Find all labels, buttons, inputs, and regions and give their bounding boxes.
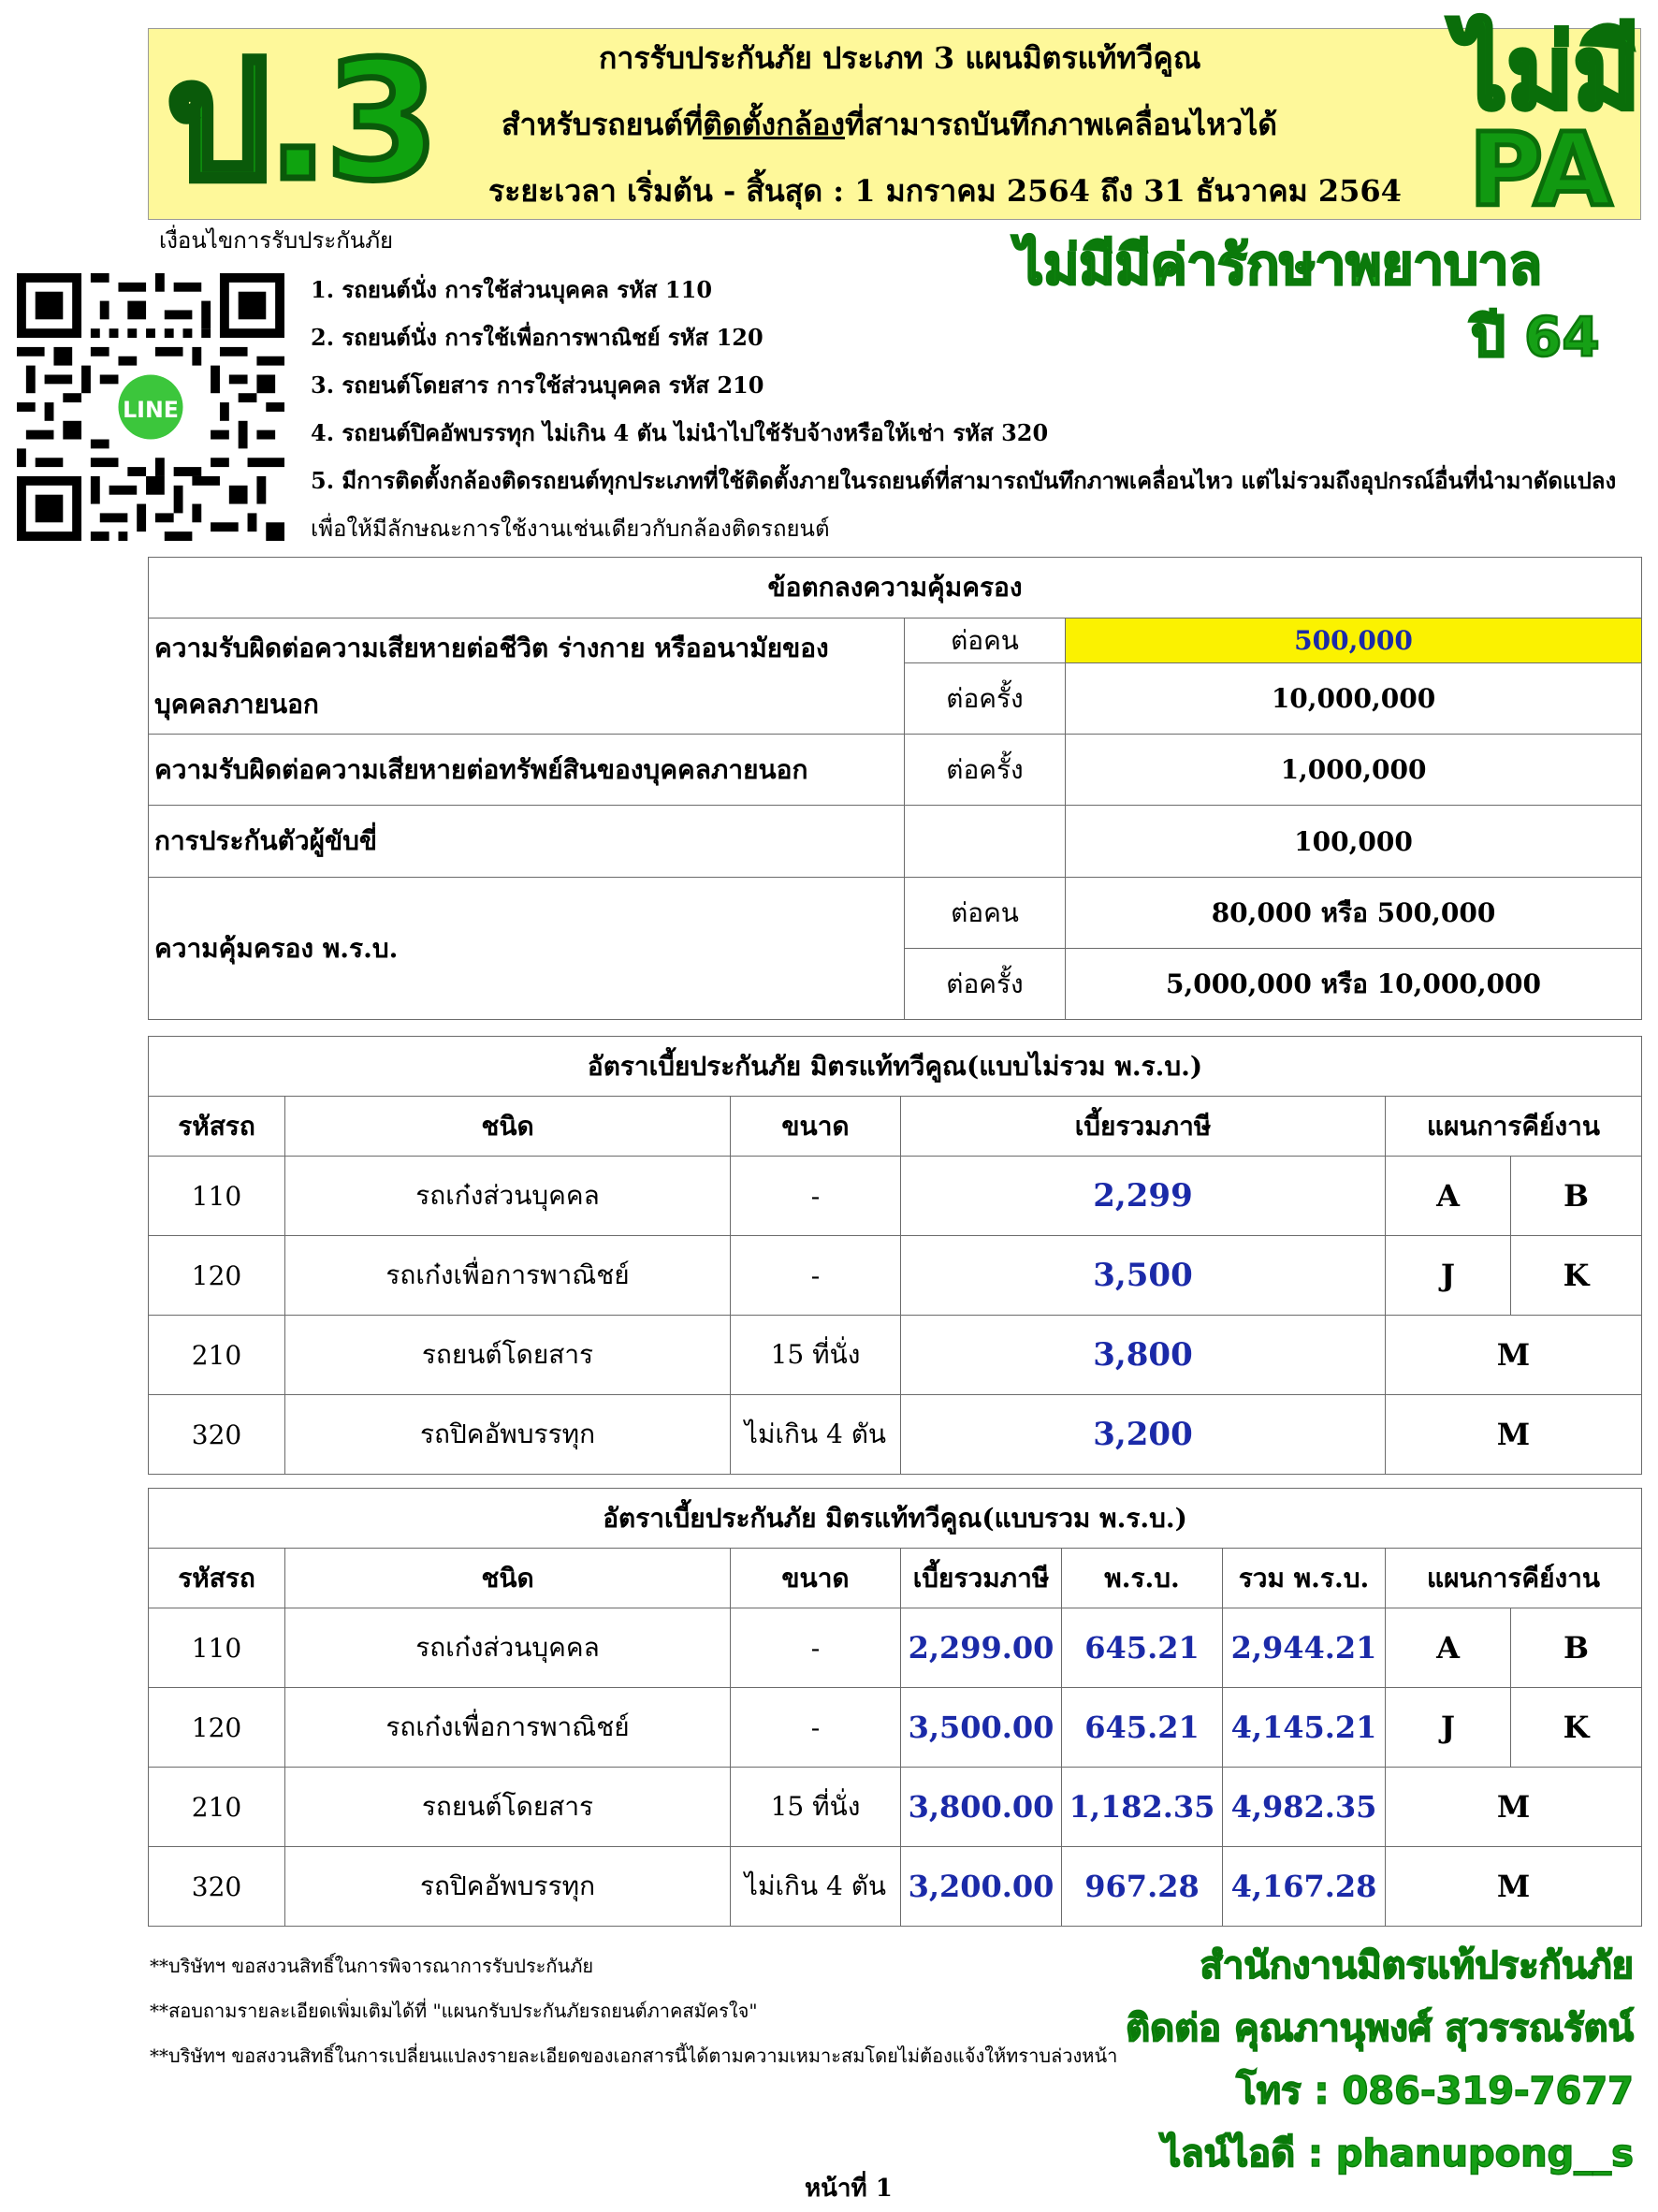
cell-key: B: [1511, 1157, 1642, 1236]
coverage-table: [148, 557, 1642, 1020]
plan-badge: ป.3: [167, 27, 436, 217]
table-row: [149, 1157, 1642, 1236]
header-line-2: สำหรับรถยนต์ที่ติดตั้งกล้องที่สามารถบันทึกภาพเคลื่อนไหวได้: [502, 107, 1278, 142]
line-qr-code[interactable]: [17, 273, 284, 541]
promo-line-2: ปี 64: [1471, 305, 1600, 369]
conditions-title: เงื่อนไขการรับประกันภัย: [159, 227, 394, 254]
col-code: รหัสรถ: [149, 1549, 285, 1608]
coverage-life-label: ความรับผิดต่อความเสียหายต่อชีวิต ร่างกาย หรืออนามัยของ บุคคลภายนอก: [149, 618, 905, 735]
table-row: [149, 1316, 1642, 1395]
cell-type: รถยนต์โดยสาร: [285, 1316, 731, 1395]
cell-code: 120: [149, 1236, 285, 1316]
cell-key: J: [1386, 1236, 1511, 1316]
col-key-plan: แผนการคีย์งาน: [1386, 1549, 1642, 1608]
cell-code: 320: [149, 1847, 285, 1927]
cell-total: 4,982.35: [1223, 1768, 1386, 1847]
footnote: **บริษัทฯ ขอสงวนสิทธิ์ในการพิจารณาการรับประกันภัย: [150, 1955, 594, 1977]
cell-code: 120: [149, 1688, 285, 1768]
cell-code: 210: [149, 1768, 285, 1847]
life-per-person-value: 500,000: [1066, 618, 1642, 663]
no-pa-pa: PA: [1469, 112, 1612, 229]
cell-premium: 3,500: [901, 1236, 1386, 1316]
prb-per-person-value: 80,000 หรือ 500,000: [1066, 878, 1642, 949]
prb-per-time-value: 5,000,000 หรือ 10,000,000: [1066, 949, 1642, 1020]
cell-premium: 3,800.00: [901, 1768, 1062, 1847]
coverage-prb-label: ความคุ้มครอง พ.ร.บ.: [149, 878, 905, 1020]
col-code: รหัสรถ: [149, 1097, 285, 1157]
table-row: [149, 1395, 1642, 1475]
table-row: [149, 1688, 1642, 1768]
per-time-label: ต่อครั้ง: [905, 663, 1066, 735]
col-size: ขนาด: [731, 1549, 901, 1608]
cell-premium: 2,299: [901, 1157, 1386, 1236]
cell-key: M: [1386, 1316, 1642, 1395]
cell-premium: 3,200.00: [901, 1847, 1062, 1927]
cell-size: ไม่เกิน 4 ตัน: [731, 1395, 901, 1475]
cell-type: รถปิคอัพบรรทุก: [285, 1847, 731, 1927]
cell-size: 15 ที่นั่ง: [731, 1768, 901, 1847]
condition-item: 4. รถยนต์ปิคอัพบรรทุก ไม่เกิน 4 ตัน ไม่นำไปใช้รับจ้างหรือให้เช่า รหัส 320: [311, 419, 1049, 446]
bail-value: 100,000: [1066, 806, 1642, 878]
svg-text:LINE: LINE: [123, 396, 179, 423]
coverage-bail-label: การประกันตัวผู้ขับขี่: [149, 806, 905, 878]
cell-type: รถเก๋งส่วนบุคคล: [285, 1608, 731, 1688]
cell-key: K: [1511, 1236, 1642, 1316]
cell-key: M: [1386, 1847, 1642, 1927]
cell-code: 320: [149, 1395, 285, 1475]
cell-size: -: [731, 1688, 901, 1768]
rate2-title: อัตราเบี้ยประกันภัย มิตรแท้ทวีคูณ(แบบรวม พ.ร.บ.): [149, 1489, 1642, 1549]
cell-premium: 3,800: [901, 1316, 1386, 1395]
cell-key: M: [1386, 1768, 1642, 1847]
cell-type: รถเก๋งส่วนบุคคล: [285, 1157, 731, 1236]
cell-total: 2,944.21: [1223, 1608, 1386, 1688]
col-size: ขนาด: [731, 1097, 901, 1157]
cell-premium: 2,299.00: [901, 1608, 1062, 1688]
col-key-plan: แผนการคีย์งาน: [1386, 1097, 1642, 1157]
promo-line-1: ไม่มีมีค่ารักษาพยาบาล: [1016, 233, 1543, 297]
cell-type: รถยนต์โดยสาร: [285, 1768, 731, 1847]
cell-key: B: [1511, 1608, 1642, 1688]
col-type: ชนิด: [285, 1097, 731, 1157]
col-prb: พ.ร.บ.: [1062, 1549, 1223, 1608]
cell-key: A: [1386, 1608, 1511, 1688]
cell-prb: 1,182.35: [1062, 1768, 1223, 1847]
cell-key: A: [1386, 1157, 1511, 1236]
col-total: รวม พ.ร.บ.: [1223, 1549, 1386, 1608]
cell-size: 15 ที่นั่ง: [731, 1316, 901, 1395]
cell-premium: 3,500.00: [901, 1688, 1062, 1768]
cell-prb: 645.21: [1062, 1688, 1223, 1768]
page-number: หน้าที่ 1: [805, 2175, 893, 2203]
condition-item: เพื่อให้มีลักษณะการใช้งานเช่นเดียวกับกล้องติดรถยนต์: [311, 516, 830, 542]
cell-key: K: [1511, 1688, 1642, 1768]
cell-code: 110: [149, 1608, 285, 1688]
cell-premium: 3,200: [901, 1395, 1386, 1475]
col-type: ชนิด: [285, 1549, 731, 1608]
condition-item: 1. รถยนต์นั่ง การใช้ส่วนบุคคล รหัส 110: [311, 276, 713, 303]
cell-type: รถเก๋งเพื่อการพาณิชย์: [285, 1688, 731, 1768]
rate1-title: อัตราเบี้ยประกันภัย มิตรแท้ทวีคูณ(แบบไม่รวม พ.ร.บ.): [149, 1037, 1642, 1097]
cell-prb: 967.28: [1062, 1847, 1223, 1927]
property-value: 1,000,000: [1066, 735, 1642, 806]
condition-item: 2. รถยนต์นั่ง การใช้เพื่อการพาณิชย์ รหัส 120: [311, 324, 764, 351]
header-line-3: ระยะเวลา เริ่มต้น - สิ้นสุด : 1 มกราคม 2564 ถึง 31 ธันวาคม 2564: [488, 173, 1402, 209]
cell-code: 110: [149, 1157, 285, 1236]
cell-total: 4,145.21: [1223, 1688, 1386, 1768]
cell-total: 4,167.28: [1223, 1847, 1386, 1927]
rate-table-excl-prb: [148, 1036, 1642, 1475]
no-pa-label: ไม่มี: [1456, 15, 1640, 132]
life-per-time-value: 10,000,000: [1066, 663, 1642, 735]
per-person-label: ต่อคน: [905, 618, 1066, 663]
condition-item: 3. รถยนต์โดยสาร การใช้ส่วนบุคคล รหัส 210: [311, 371, 764, 399]
table-row: [149, 1847, 1642, 1927]
table-row: [149, 1768, 1642, 1847]
footnote: **บริษัทฯ ขอสงวนสิทธิ์ในการเปลี่ยนแปลงรายละเอียดของเอกสารนี้ได้ตามความเหมาะสมโดยไม่ต้องแจ้งให้ทราบล่วงหน้า: [150, 2045, 1118, 2067]
office-name: สำนักงานมิตรแท้ประกันภัย: [1200, 1944, 1634, 1987]
col-premium: เบี้ยรวมภาษี: [901, 1549, 1062, 1608]
cell-key: J: [1386, 1688, 1511, 1768]
header-line-1: การรับประกันภัย ประเภท 3 แผนมิตรแท้ทวีคูณ: [599, 40, 1201, 76]
coverage-property-label: ความรับผิดต่อความเสียหายต่อทรัพย์สินของบุคคลภายนอก: [149, 735, 905, 806]
condition-item: 5. มีการติดตั้งกล้องติดรถยนต์ทุกประเภทที่ใช้ติดตั้งภายในรถยนต์ที่สามารถบันทึกภาพเคลื่อนไหว แต่ไม่รวมถึงอุปกรณ์อื่นที่นำมาดัดแปลง: [311, 467, 1617, 494]
cell-size: -: [731, 1236, 901, 1316]
per-time-label: ต่อครั้ง: [905, 949, 1066, 1020]
cell-size: -: [731, 1157, 901, 1236]
cell-type: รถเก๋งเพื่อการพาณิชย์: [285, 1236, 731, 1316]
footnote: **สอบถามรายละเอียดเพิ่มเติมได้ที่ "แผนกรับประกันภัยรถยนต์ภาคสมัครใจ": [150, 2000, 758, 2022]
table-row: [149, 1608, 1642, 1688]
cell-code: 210: [149, 1316, 285, 1395]
coverage-title: ข้อตกลงความคุ้มครอง: [149, 558, 1642, 618]
contact-line-id[interactable]: ไลน์ไอดี : phanupong__s: [1161, 2132, 1634, 2176]
cell-type: รถปิคอัพบรรทุก: [285, 1395, 731, 1475]
cell-prb: 645.21: [1062, 1608, 1223, 1688]
cell-key: M: [1386, 1395, 1642, 1475]
rate-table-incl-prb: [148, 1488, 1642, 1927]
cell-size: -: [731, 1608, 901, 1688]
col-premium: เบี้ยรวมภาษี: [901, 1097, 1386, 1157]
per-person-label: ต่อคน: [905, 878, 1066, 949]
cell-size: ไม่เกิน 4 ตัน: [731, 1847, 901, 1927]
contact-phone[interactable]: โทร : 086-319-7677: [1236, 2070, 1634, 2113]
contact-person: ติดต่อ คุณภานุพงศ์ สุวรรณรัตน์: [1126, 2007, 1634, 2050]
per-time-label: ต่อครั้ง: [905, 735, 1066, 806]
table-row: [149, 1236, 1642, 1316]
